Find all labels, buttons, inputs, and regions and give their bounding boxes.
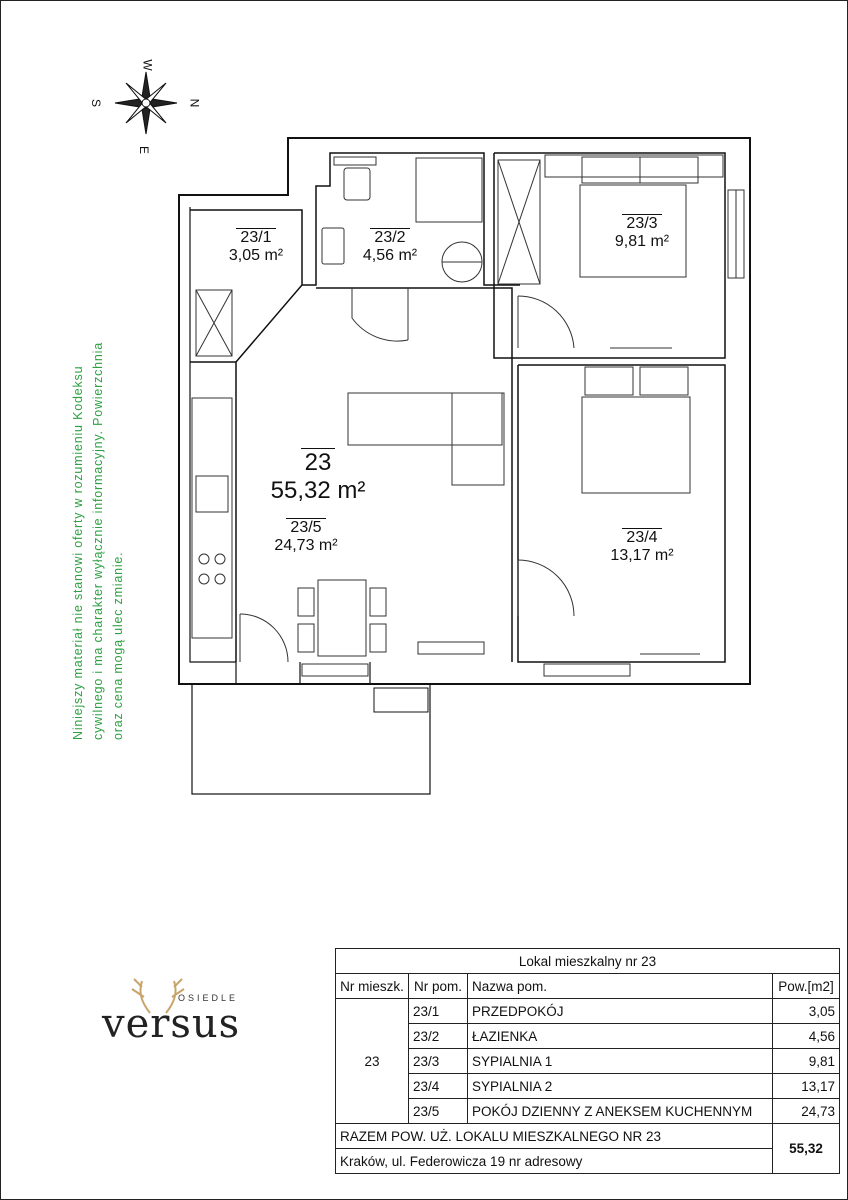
room-number: 23/1 xyxy=(236,228,275,247)
table-title: Lokal mieszkalny nr 23 xyxy=(336,949,840,974)
radiator xyxy=(418,642,484,654)
total-row xyxy=(336,1124,840,1149)
room-no-cell: 23/3 xyxy=(409,1049,468,1074)
table-title-row xyxy=(336,949,840,974)
address: Kraków, ul. Federowicza 19 nr adresowy xyxy=(336,1149,773,1174)
room-number: 23/5 xyxy=(286,518,325,537)
room-label-23-5 xyxy=(254,518,358,555)
beds xyxy=(545,155,723,493)
room-name-cell: POKÓJ DZIENNY Z ANEKSEM KUCHENNYM xyxy=(468,1099,773,1124)
total-label: RAZEM POW. UŻ. LOKALU MIESZKALNEGO NR 23 xyxy=(336,1124,773,1149)
compass-label-w: W xyxy=(140,59,155,71)
room-number: 23/2 xyxy=(370,228,409,247)
info-table xyxy=(335,948,840,1174)
apartment-number: 23 xyxy=(301,448,336,477)
room-label-23-4 xyxy=(584,528,700,565)
apartment-label xyxy=(248,448,388,505)
table-row xyxy=(336,999,840,1024)
room-no-cell: 23/2 xyxy=(409,1024,468,1049)
room-area: 13,17 m² xyxy=(610,547,674,564)
logo-text: versus xyxy=(102,1001,241,1047)
room-name-cell: SYPIALNIA 1 xyxy=(468,1049,773,1074)
table-header-row xyxy=(336,974,840,999)
disclaimer-text: Niniejszy materiał nie stanowi oferty w rozumieniu Kodeksu cywilnego i ma charakter wyłącznie informacyjny. Powierzchnia oraz cena mogą ulec zmianie. xyxy=(71,341,125,740)
compass-label-e: E xyxy=(137,145,152,155)
room-area-cell: 4,56 xyxy=(773,1024,840,1049)
dining-table xyxy=(298,580,386,656)
room-area-cell: 24,73 xyxy=(773,1099,840,1124)
apartment-area: 55,32 m² xyxy=(270,477,366,504)
room-area-cell: 13,17 xyxy=(773,1074,840,1099)
logo xyxy=(100,975,280,1055)
room-name-cell: SYPIALNIA 2 xyxy=(468,1074,773,1099)
room-no-cell: 23/4 xyxy=(409,1074,468,1099)
address-row xyxy=(336,1149,840,1174)
room-label-23-3 xyxy=(592,214,692,251)
apartment-no-cell: 23 xyxy=(336,999,409,1124)
table-row xyxy=(336,1099,840,1124)
room-name-cell: ŁAZIENKA xyxy=(468,1024,773,1049)
header-apartment-no: Nr mieszk. xyxy=(336,974,409,999)
room-no-cell: 23/1 xyxy=(409,999,468,1024)
table-row xyxy=(336,1049,840,1074)
room-area: 9,81 m² xyxy=(614,233,670,250)
compass-label-n: N xyxy=(187,98,202,108)
room-label-23-2 xyxy=(340,228,440,265)
room-area: 4,56 m² xyxy=(362,247,418,264)
table-row xyxy=(336,1074,840,1099)
room-name-cell: PRZEDPOKÓJ xyxy=(468,999,773,1024)
balcony-box xyxy=(374,688,428,712)
room-number: 23/4 xyxy=(622,528,661,547)
room-area-cell: 3,05 xyxy=(773,999,840,1024)
header-area: Pow.[m2] xyxy=(773,974,840,999)
room-area-cell: 9,81 xyxy=(773,1049,840,1074)
room-number: 23/3 xyxy=(622,214,661,233)
header-room-name: Nazwa pom. xyxy=(468,974,773,999)
table-row xyxy=(336,1024,840,1049)
compass-rose-icon xyxy=(115,72,177,134)
kitchen-counter xyxy=(192,398,232,638)
balcony xyxy=(192,684,430,794)
room-area: 3,05 m² xyxy=(228,247,284,264)
room-no-cell: 23/5 xyxy=(409,1099,468,1124)
compass-label-s: S xyxy=(89,98,104,108)
room-label-23-1 xyxy=(208,228,304,265)
room-area: 24,73 m² xyxy=(274,537,338,554)
total-value: 55,32 xyxy=(773,1124,840,1174)
logo-small-text: OSIEDLE xyxy=(178,993,239,1003)
header-room-no: Nr pom. xyxy=(409,974,468,999)
